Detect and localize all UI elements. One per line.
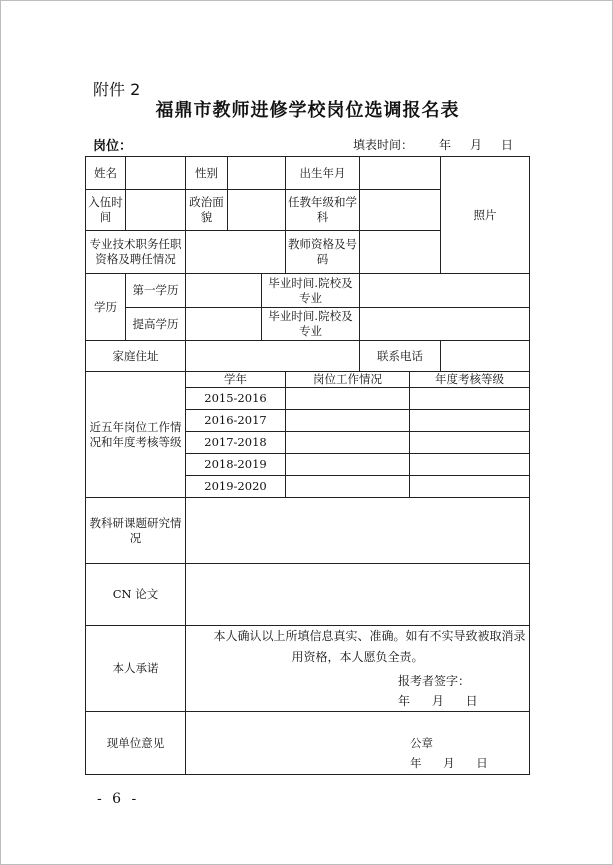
page-number: - 6 - — [97, 791, 140, 807]
first-edu-label: 第一学历 — [126, 274, 186, 308]
application-form-table — [85, 156, 530, 775]
phone-label: 联系电话 — [360, 341, 441, 372]
grade-cell[interactable] — [410, 432, 530, 454]
col-work-header: 岗位工作情况 — [286, 372, 410, 388]
post-label: 岗位： — [93, 139, 133, 154]
gender-label: 性别 — [186, 157, 228, 190]
row-promise — [86, 626, 530, 712]
research-label: 教科研课题研究情况 — [86, 498, 186, 564]
cert-value[interactable] — [360, 231, 441, 274]
fill-date-label: 填表时间： — [353, 138, 414, 152]
grade-cell[interactable] — [410, 388, 530, 410]
teaching-label: 任教年级和学科 — [286, 190, 360, 231]
join-label: 入伍时间 — [86, 190, 126, 231]
gender-value[interactable] — [228, 157, 286, 190]
row-research — [86, 498, 530, 564]
birth-value[interactable] — [360, 157, 441, 190]
row-basic-1 — [86, 157, 530, 190]
higher-edu-label: 提高学历 — [126, 308, 186, 341]
signature-date: 年 月 日 — [398, 694, 478, 708]
promise-text: 本人确认以上所填信息真实、准确。如有不实导致被取消录用资格，本人愿负全责。 — [213, 629, 526, 664]
join-value[interactable] — [126, 190, 186, 231]
higher-edu-value[interactable] — [186, 308, 262, 341]
education-label: 学历 — [86, 274, 126, 341]
signature-label: 报考者签字： — [398, 674, 471, 688]
five-years-label: 近五年岗位工作情况和年度考核等级 — [86, 372, 186, 498]
col-year-header: 学年 — [186, 372, 286, 388]
opinion-cell[interactable] — [186, 712, 530, 775]
fill-date-year: 年 — [439, 138, 452, 152]
address-label: 家庭住址 — [86, 341, 186, 372]
first-edu-value[interactable] — [186, 274, 262, 308]
work-cell[interactable] — [286, 410, 410, 432]
attachment-label: 附件 2 — [93, 80, 141, 99]
title-status-value[interactable] — [186, 231, 286, 274]
row-address — [86, 341, 530, 372]
year-cell: 2017-2018 — [186, 432, 286, 454]
cert-label: 教师资格及号码 — [286, 231, 360, 274]
year-cell: 2019-2020 — [186, 476, 286, 498]
work-cell[interactable] — [286, 432, 410, 454]
row-five-years-header — [86, 372, 530, 388]
grade-cell[interactable] — [410, 410, 530, 432]
title-status-label: 专业技术职务任职资格及聘任情况 — [86, 231, 186, 274]
grade-cell[interactable] — [410, 454, 530, 476]
higher-grad-label: 毕业时间.院校及专业 — [262, 308, 360, 341]
fill-date-month: 月 — [470, 138, 483, 152]
first-grad-label: 毕业时间.院校及专业 — [262, 274, 360, 308]
photo-box[interactable]: 照片 — [441, 157, 530, 274]
seal-date: 年 月 日 — [410, 756, 488, 770]
seal-label: 公章 — [410, 736, 433, 750]
political-value[interactable] — [228, 190, 286, 231]
row-paper — [86, 564, 530, 626]
work-cell[interactable] — [286, 476, 410, 498]
grade-cell[interactable] — [410, 476, 530, 498]
year-cell: 2015-2016 — [186, 388, 286, 410]
fill-date-day: 日 — [501, 138, 514, 152]
name-label: 姓名 — [86, 157, 126, 190]
year-cell: 2018-2019 — [186, 454, 286, 476]
phone-value[interactable] — [441, 341, 530, 372]
row-higher-edu — [86, 308, 530, 341]
year-cell: 2016-2017 — [186, 410, 286, 432]
promise-label: 本人承诺 — [86, 626, 186, 712]
promise-cell — [186, 626, 530, 712]
col-grade-header: 年度考核等级 — [410, 372, 530, 388]
first-grad-value[interactable] — [360, 274, 530, 308]
row-opinion — [86, 712, 530, 775]
higher-grad-value[interactable] — [360, 308, 530, 341]
paper-value[interactable] — [186, 564, 530, 626]
opinion-label: 现单位意见 — [86, 712, 186, 775]
work-cell[interactable] — [286, 454, 410, 476]
work-cell[interactable] — [286, 388, 410, 410]
address-value[interactable] — [186, 341, 360, 372]
form-title: 福鼎市教师进修学校岗位选调报名表 — [155, 100, 460, 121]
political-label: 政治面貌 — [186, 190, 228, 231]
row-first-edu — [86, 274, 530, 308]
paper-label: CN 论文 — [86, 564, 186, 626]
teaching-value[interactable] — [360, 190, 441, 231]
birth-label: 出生年月 — [286, 157, 360, 190]
research-value[interactable] — [186, 498, 530, 564]
name-value[interactable] — [126, 157, 186, 190]
